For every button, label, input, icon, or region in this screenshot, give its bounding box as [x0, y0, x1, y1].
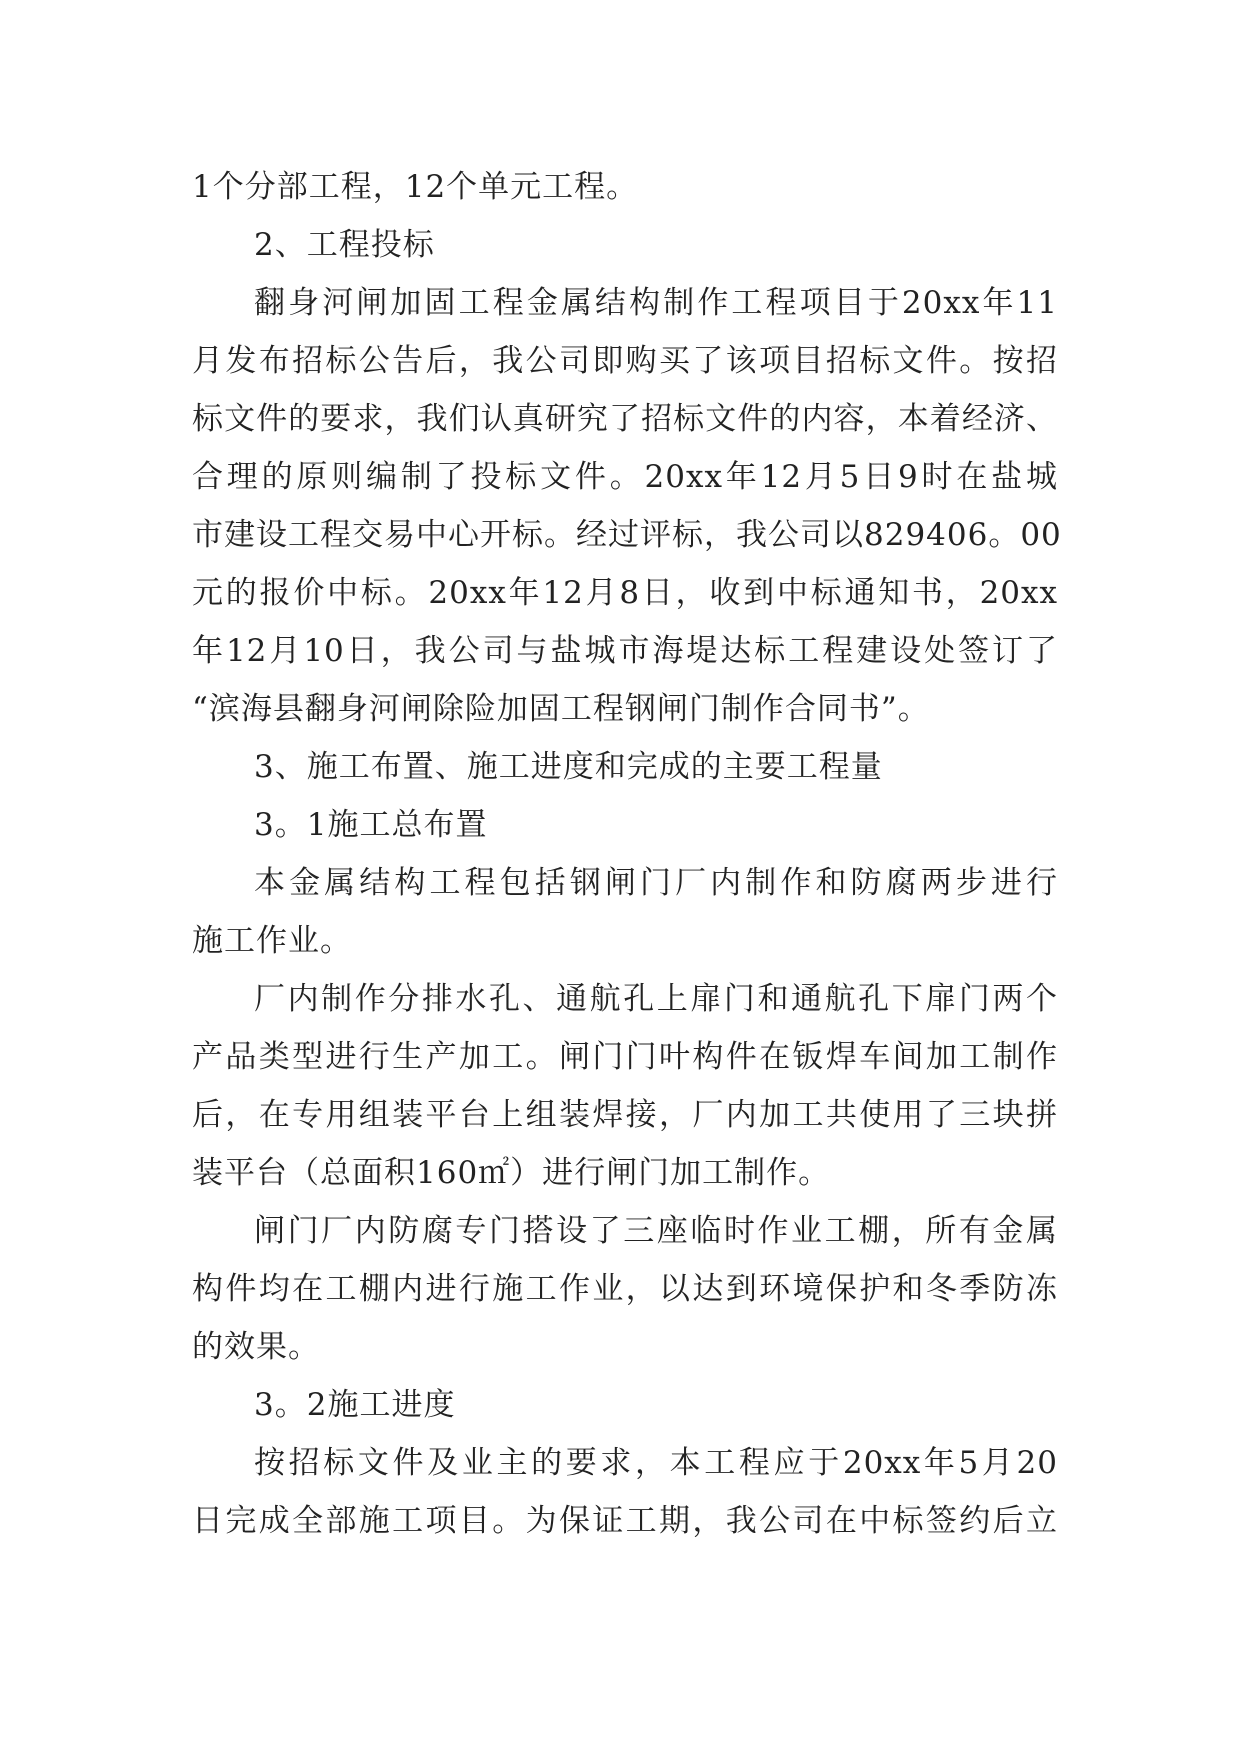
text-line: 市建设工程交易中心开标。经过评标，我公司以829406。00 — [192, 517, 1062, 553]
text-line: 按招标文件及业主的要求，本工程应于20xx年5月20 — [254, 1445, 1058, 1481]
text-line: 的效果。 — [192, 1329, 320, 1365]
text-line: 元的报价中标。20xx年12月8日，收到中标通知书，20xx — [192, 575, 1058, 611]
text-line: 合理的原则编制了投标文件。20xx年12月5日9时在盐城 — [192, 459, 1058, 495]
subsection-heading: 3。2施工进度 — [254, 1387, 456, 1423]
subsection-heading: 3。1施工总布置 — [254, 807, 488, 843]
text-line: 本金属结构工程包括钢闸门厂内制作和防腐两步进行 — [254, 865, 1058, 901]
text-line: 厂内制作分排水孔、通航孔上扉门和通航孔下扉门两个 — [254, 981, 1058, 1017]
text-line: 日完成全部施工项目。为保证工期，我公司在中标签约后立 — [192, 1503, 1058, 1539]
text-line: 1个分部工程，12个单元工程。 — [192, 169, 639, 205]
section-heading: 3、施工布置、施工进度和完成的主要工程量 — [254, 749, 883, 785]
text-line: 装平台（总面积160㎡）进行闸门加工制作。 — [192, 1155, 831, 1191]
text-line: 产品类型进行生产加工。闸门门叶构件在钣焊车间加工制作 — [192, 1039, 1058, 1075]
text-line: 年12月10日，我公司与盐城市海堤达标工程建设处签订了 — [192, 633, 1058, 669]
text-line: 标文件的要求，我们认真研究了招标文件的内容，本着经济、 — [192, 401, 1058, 437]
text-line: 翻身河闸加固工程金属结构制作工程项目于20xx年11 — [254, 285, 1058, 321]
text-line: 月发布招标公告后，我公司即购买了该项目招标文件。按招 — [192, 343, 1058, 379]
section-heading: 2、工程投标 — [254, 227, 435, 263]
text-line: 闸门厂内防腐专门搭设了三座临时作业工棚，所有金属 — [254, 1213, 1058, 1249]
text-line: 施工作业。 — [192, 923, 352, 959]
text-line: “滨海县翻身河闸除险加固工程钢闸门制作合同书”。 — [192, 691, 930, 727]
text-line: 后，在专用组装平台上组装焊接，厂内加工共使用了三块拼 — [192, 1097, 1058, 1133]
text-line: 构件均在工棚内进行施工作业，以达到环境保护和冬季防冻 — [192, 1271, 1058, 1307]
